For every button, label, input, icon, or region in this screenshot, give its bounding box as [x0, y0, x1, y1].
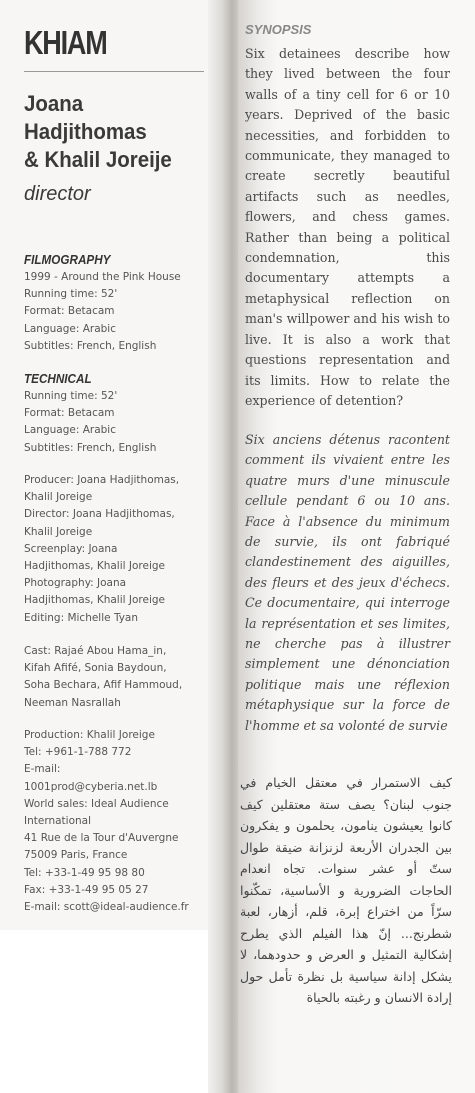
credit-line: Khalil Joreige: [24, 491, 93, 504]
director-role: director: [24, 183, 91, 205]
filmography-list: [24, 269, 214, 355]
contact-line: Fax: +33-1-49 95 05 27: [24, 883, 149, 896]
credit-line: Photography: Joana: [24, 577, 127, 590]
director-names: [24, 90, 201, 174]
filmography-line: Subtitles: French, English: [24, 339, 157, 352]
synopsis-heading: SYNOPSIS: [245, 22, 312, 37]
filmography-line: Running time: 52': [24, 288, 118, 301]
credit-line: Hadjithomas, Khalil Joreige: [24, 594, 166, 607]
director-name-line: & Khalil Joreije: [24, 147, 172, 172]
technical-heading: TECHNICAL: [24, 371, 92, 386]
cast-line: Soha Bechara, Afif Hammoud,: [24, 679, 183, 692]
filmography-line: 1999 - Around the Pink House: [24, 271, 181, 283]
contact-line: World sales: Ideal Audience: [24, 797, 169, 810]
credit-line: Khalil Joreige: [24, 525, 93, 538]
filmography-line: Language: Arabic: [24, 322, 116, 335]
cast-line: Kifah Afifé, Sonia Baydoun,: [24, 662, 167, 675]
technical-line: Format: Betacam: [24, 407, 115, 420]
cast-line: Neeman Nasrallah: [24, 696, 121, 709]
contact-line: E-mail:: [24, 763, 61, 776]
title-divider: [24, 71, 204, 72]
contact-line: 41 Rue de la Tour d'Auvergne: [24, 832, 179, 845]
credit-line: Hadjithomas, Khalil Joreige: [24, 560, 166, 573]
credit-line: Editing: Michelle Tyan: [24, 611, 139, 624]
filmography-line: Format: Betacam: [24, 305, 115, 318]
technical-line: Running time: 52': [24, 390, 118, 402]
synopsis-french: Six anciens détenus racontent comment ils vivaient entre les quatre murs d'une minuscule cellule pendant 6 ou 10 ans. Face à l'absence du minimum de survie, ils ont fabriqué clandestinement des aiguilles, des fleurs et des jeux d'échecs. Ce documentaire, qui interroge la représentation et ses limites, ne cherche pas à illustrer simplement une dénonciation politique mais une réflexion métaphysique sur la force de l'homme et sa volonté de survie: [245, 432, 450, 733]
contact-line: Production: Khalil Joreige: [24, 729, 155, 741]
cast-list: [24, 643, 214, 712]
credits-list: [24, 472, 214, 627]
synopsis-arabic: كيف الاستمرار في معتقل الخيام في جنوب لبنان؟ يصف ستة معتقلين كيف كانوا يعيشون ينامون، يحلمون و يفكرون بين الجدران الأربعة لزنزانة ضيقة طوال ستّ أو عشر سنوات. تجاه انعدام الحاجات الضرورية و الأساسية، تمكّنوا سرّاً من اختراع إبرة، قلم، أزهار، لعبة شطرنج... إنّ هذا الفيلم الذي يطرح إشكالية التمثيل و العرض و حدودهما، لا يشكل إدانة سياسية بل نظرة تأمل حول إرادة الانسان و رغبته بالحياة: [240, 775, 452, 1005]
filmography-heading: FILMOGRAPHY: [24, 252, 111, 267]
contact-line: Tel: +33-1-49 95 98 80: [24, 866, 145, 879]
technical-list: [24, 388, 214, 457]
contact-line: International: [24, 815, 92, 828]
contact-line: E-mail: scott@ideal-audience.fr: [24, 901, 189, 914]
cast-line: Cast: Rajaé Abou Hama_in,: [24, 645, 167, 657]
contact-list: [24, 727, 214, 916]
credit-line: Producer: Joana Hadjithomas,: [24, 474, 180, 486]
director-name-line: Hadjithomas: [24, 119, 147, 144]
contact-line: 1001prod@cyberia.net.lb: [24, 780, 158, 793]
credit-line: Director: Joana Hadjithomas,: [24, 508, 175, 521]
director-name-line: Joana: [24, 91, 84, 116]
contact-line: 75009 Paris, France: [24, 849, 128, 862]
synopsis-english: Six detainees describe how they lived between the four walls of a tiny cell for 6 or 10 years. Deprived of the basic necessities, and forbidden to communicate, they managed to create secretly beautiful artifacts such as needles, flowers, and chess games. Rather than being a political condemnation, this documentary attempts a metaphysical reflection on man's willpower and his wish to live. It is also a work that questions representation and its limits. How to relate the experience of detention?: [245, 46, 450, 408]
technical-line: Subtitles: French, English: [24, 441, 157, 454]
film-title: KHIAM: [24, 24, 107, 61]
contact-line: Tel: +961-1-788 772: [24, 746, 132, 759]
credit-line: Screenplay: Joana: [24, 542, 118, 555]
technical-line: Language: Arabic: [24, 424, 116, 437]
